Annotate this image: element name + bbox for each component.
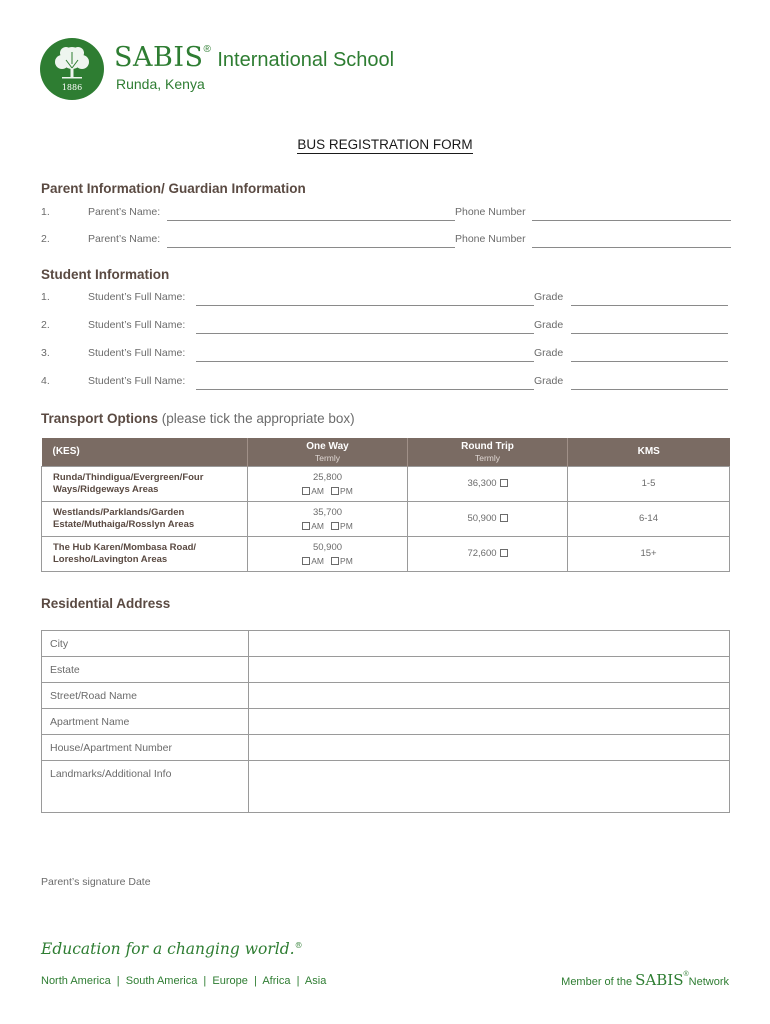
am-label: AM bbox=[311, 520, 324, 531]
phone-label: Phone Number bbox=[455, 206, 526, 218]
student-name-label: Student’s Full Name: bbox=[88, 291, 186, 303]
phone-field[interactable] bbox=[532, 247, 731, 248]
student-section-title: Student Information bbox=[41, 267, 170, 282]
network-membership bbox=[561, 971, 729, 989]
kms-value: 1-5 bbox=[568, 466, 730, 501]
street-field[interactable] bbox=[249, 683, 730, 709]
one-way-price: 25,800 bbox=[312, 471, 343, 483]
row-number: 2. bbox=[41, 233, 50, 245]
member-brand: SABIS bbox=[635, 971, 684, 989]
am-checkbox[interactable] bbox=[302, 522, 310, 530]
parent-name-label: Parent’s Name: bbox=[88, 206, 161, 218]
transport-header-row bbox=[42, 438, 730, 466]
kms-value: 6-14 bbox=[568, 501, 730, 536]
transport-note: (please tick the appropriate box) bbox=[161, 411, 355, 426]
pm-label: PM bbox=[340, 520, 353, 531]
pm-label: PM bbox=[340, 555, 353, 566]
kms-header: KMS bbox=[568, 438, 730, 466]
student-row-2 bbox=[41, 319, 731, 335]
address-row bbox=[42, 735, 730, 761]
transport-title: Transport Options bbox=[41, 411, 159, 426]
house-number-field[interactable] bbox=[249, 735, 730, 761]
tree-logo-icon bbox=[40, 38, 104, 100]
landmarks-label: Landmarks/Additional Info bbox=[42, 761, 249, 813]
row-number: 4. bbox=[41, 375, 50, 387]
parent-name-label: Parent’s Name: bbox=[88, 233, 161, 245]
address-row bbox=[42, 657, 730, 683]
parent-name-field[interactable] bbox=[167, 247, 455, 248]
address-section-title: Residential Address bbox=[41, 596, 171, 611]
parent-section-title: Parent Information/ Guardian Information bbox=[41, 181, 306, 196]
row-number: 1. bbox=[41, 291, 50, 303]
transport-row bbox=[42, 466, 730, 501]
round-trip-checkbox[interactable] bbox=[500, 479, 508, 487]
phone-field[interactable] bbox=[532, 220, 731, 221]
parent-row-2 bbox=[41, 233, 731, 249]
parent-row-1 bbox=[41, 206, 731, 222]
transport-row bbox=[42, 501, 730, 536]
round-trip-checkbox[interactable] bbox=[500, 514, 508, 522]
pm-checkbox[interactable] bbox=[331, 522, 339, 530]
round-trip-price: 36,300 bbox=[467, 478, 497, 489]
landmarks-field[interactable] bbox=[249, 761, 730, 813]
am-checkbox[interactable] bbox=[302, 557, 310, 565]
am-checkbox[interactable] bbox=[302, 487, 310, 495]
student-name-field[interactable] bbox=[196, 361, 534, 362]
member-prefix: Member of the bbox=[561, 976, 633, 988]
round-trip-checkbox[interactable] bbox=[500, 549, 508, 557]
grade-label: Grade bbox=[534, 347, 564, 359]
member-suffix: Network bbox=[688, 976, 729, 988]
one-way-cell bbox=[248, 501, 408, 536]
student-row-4 bbox=[41, 375, 731, 391]
signature-label: Parent’s signature bbox=[41, 876, 126, 888]
estate-field[interactable] bbox=[249, 657, 730, 683]
route-name: Runda/Thindigua/Evergreen/Four Ways/Ridgeways Areas bbox=[42, 466, 248, 501]
student-name-field[interactable] bbox=[196, 305, 534, 306]
am-label: AM bbox=[311, 555, 324, 566]
grade-label: Grade bbox=[534, 291, 564, 303]
school-motto: Education for a changing world.® bbox=[41, 940, 303, 958]
grade-label: Grade bbox=[534, 319, 564, 331]
street-label: Street/Road Name bbox=[42, 683, 249, 709]
transport-section-title bbox=[41, 411, 355, 426]
currency-header: (KES) bbox=[42, 438, 248, 466]
route-name: The Hub Karen/Mombasa Road/ Loresho/Lavington Areas bbox=[42, 536, 248, 571]
house-number-label: House/Apartment Number bbox=[42, 735, 249, 761]
school-header bbox=[40, 38, 460, 100]
student-row-1 bbox=[41, 291, 731, 307]
logo-year: 1886 bbox=[61, 83, 83, 92]
round-trip-sub: Termly bbox=[474, 452, 501, 463]
grade-field[interactable] bbox=[571, 361, 728, 362]
am-label: AM bbox=[311, 485, 324, 496]
one-way-cell bbox=[248, 536, 408, 571]
city-label: City bbox=[42, 631, 249, 657]
pm-label: PM bbox=[340, 485, 353, 496]
one-way-price: 35,700 bbox=[312, 506, 343, 518]
city-field[interactable] bbox=[249, 631, 730, 657]
round-trip-cell bbox=[408, 536, 568, 571]
address-row bbox=[42, 631, 730, 657]
address-table bbox=[41, 630, 730, 813]
regions-list: North America | South America | Europe | Africa | Asia bbox=[41, 975, 327, 987]
pm-checkbox[interactable] bbox=[331, 487, 339, 495]
grade-field[interactable] bbox=[571, 333, 728, 334]
round-trip-price: 50,900 bbox=[467, 513, 497, 524]
student-row-3 bbox=[41, 347, 731, 363]
one-way-price: 50,900 bbox=[312, 541, 343, 553]
estate-label: Estate bbox=[42, 657, 249, 683]
brand-name: SABIS bbox=[114, 42, 204, 73]
phone-label: Phone Number bbox=[455, 233, 526, 245]
apartment-field[interactable] bbox=[249, 709, 730, 735]
school-location: Runda, Kenya bbox=[116, 76, 205, 92]
member-mark: ® bbox=[683, 971, 689, 978]
row-number: 2. bbox=[41, 319, 50, 331]
round-trip-price: 72,600 bbox=[467, 548, 497, 559]
pm-checkbox[interactable] bbox=[331, 557, 339, 565]
student-name-label: Student’s Full Name: bbox=[88, 319, 186, 331]
student-name-field[interactable] bbox=[196, 333, 534, 334]
route-name: Westlands/Parklands/Garden Estate/Muthaiga/Rosslyn Areas bbox=[42, 501, 248, 536]
signature-row bbox=[41, 876, 731, 892]
one-way-cell bbox=[248, 466, 408, 501]
grade-field[interactable] bbox=[571, 305, 728, 306]
round-trip-cell bbox=[408, 501, 568, 536]
school-name bbox=[114, 42, 394, 73]
address-row bbox=[42, 709, 730, 735]
one-way-header: One Way Termly bbox=[248, 438, 408, 466]
date-label: Date bbox=[128, 876, 151, 888]
school-suffix: International School bbox=[217, 49, 395, 71]
transport-row bbox=[42, 536, 730, 571]
parent-name-field[interactable] bbox=[167, 220, 455, 221]
registered-mark: ® bbox=[203, 44, 211, 55]
student-name-field[interactable] bbox=[196, 389, 534, 390]
student-name-label: Student’s Full Name: bbox=[88, 347, 186, 359]
row-number: 1. bbox=[41, 206, 50, 218]
round-trip-cell bbox=[408, 466, 568, 501]
row-number: 3. bbox=[41, 347, 50, 359]
transport-options-table bbox=[41, 438, 730, 572]
grade-label: Grade bbox=[534, 375, 564, 387]
grade-field[interactable] bbox=[571, 389, 728, 390]
kms-value: 15+ bbox=[568, 536, 730, 571]
student-name-label: Student’s Full Name: bbox=[88, 375, 186, 387]
round-trip-header: Round Trip Termly bbox=[408, 438, 568, 466]
one-way-sub: Termly bbox=[314, 452, 341, 463]
form-title: BUS REGISTRATION FORM bbox=[297, 137, 473, 152]
motto-mark: ® bbox=[294, 940, 303, 950]
apartment-label: Apartment Name bbox=[42, 709, 249, 735]
address-row bbox=[42, 761, 730, 813]
address-row bbox=[42, 683, 730, 709]
